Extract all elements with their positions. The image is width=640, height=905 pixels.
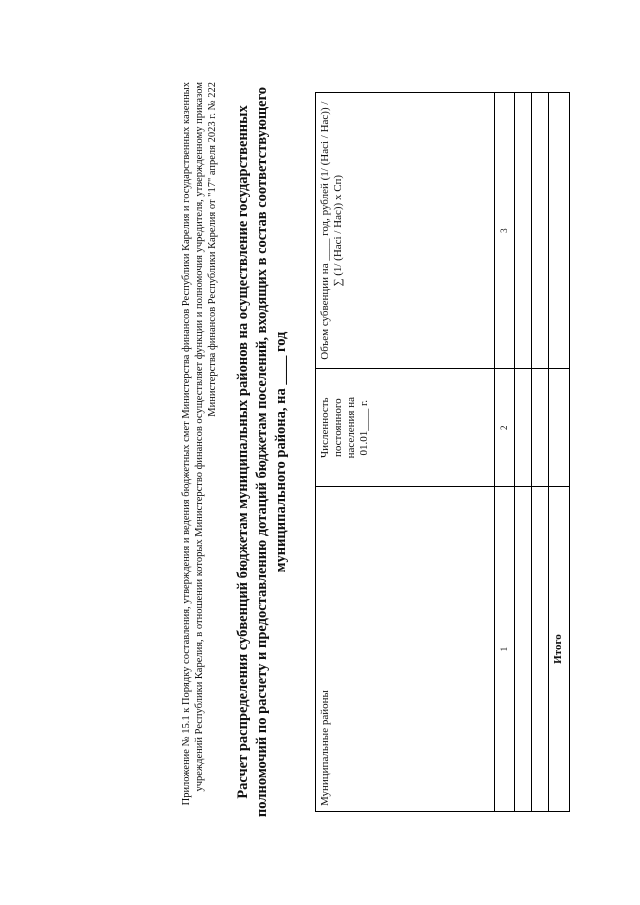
table-header-row [316,93,495,812]
table-cell [515,93,532,369]
title-line: полномочий по расчету и предоставлению дотаций бюджетам поселений, входящих в состав соответствующего [254,86,270,818]
total-row [549,93,570,812]
table-cell [515,487,532,812]
appendix-note-line: учреждений Республики Карелия, в отношении которых Министерство финансов осуществляет функции и полномочия учредителя, утвержденному приказом [194,82,205,792]
table-cell [549,369,570,487]
header-subvention-volume: Объем субвенции на ____ год, рублей (1/ (Насі / Нас)) / ∑ (1/ (Насі / Нас)) х Сп) [316,93,495,369]
document-page [170,72,564,832]
title-line: Расчет распределения субвенций бюджетам муниципальных районов на осуществление государственных [235,105,251,799]
column-numbers-row [495,93,515,812]
table-cell [532,369,549,487]
appendix-note-line: Приложение № 15.1 к Порядку составления, утверждения и ведения бюджетных смет Министерства финансов Республики Карелия и государственных казенных [181,82,192,806]
header-population: Численность постоянного населения на 01.01____ г. [316,369,495,487]
document-title [234,82,291,822]
column-number: 2 [495,369,515,487]
table-row [515,93,532,812]
table-cell [515,369,532,487]
title-line: муниципального района, на ____ год [273,331,289,573]
table-row [532,93,549,812]
appendix-note [180,82,219,822]
column-number: 3 [495,93,515,369]
table-cell [549,93,570,369]
distribution-table [315,92,570,812]
total-label: Итого [549,487,570,812]
table-cell [532,487,549,812]
appendix-note-line: Министерства финансов Республики Карелия от "17" апреля 2023 г. № 222 [207,82,218,417]
table-cell [532,93,549,369]
column-number: 1 [495,487,515,812]
header-municipal-districts: Муниципальные районы [316,487,495,812]
